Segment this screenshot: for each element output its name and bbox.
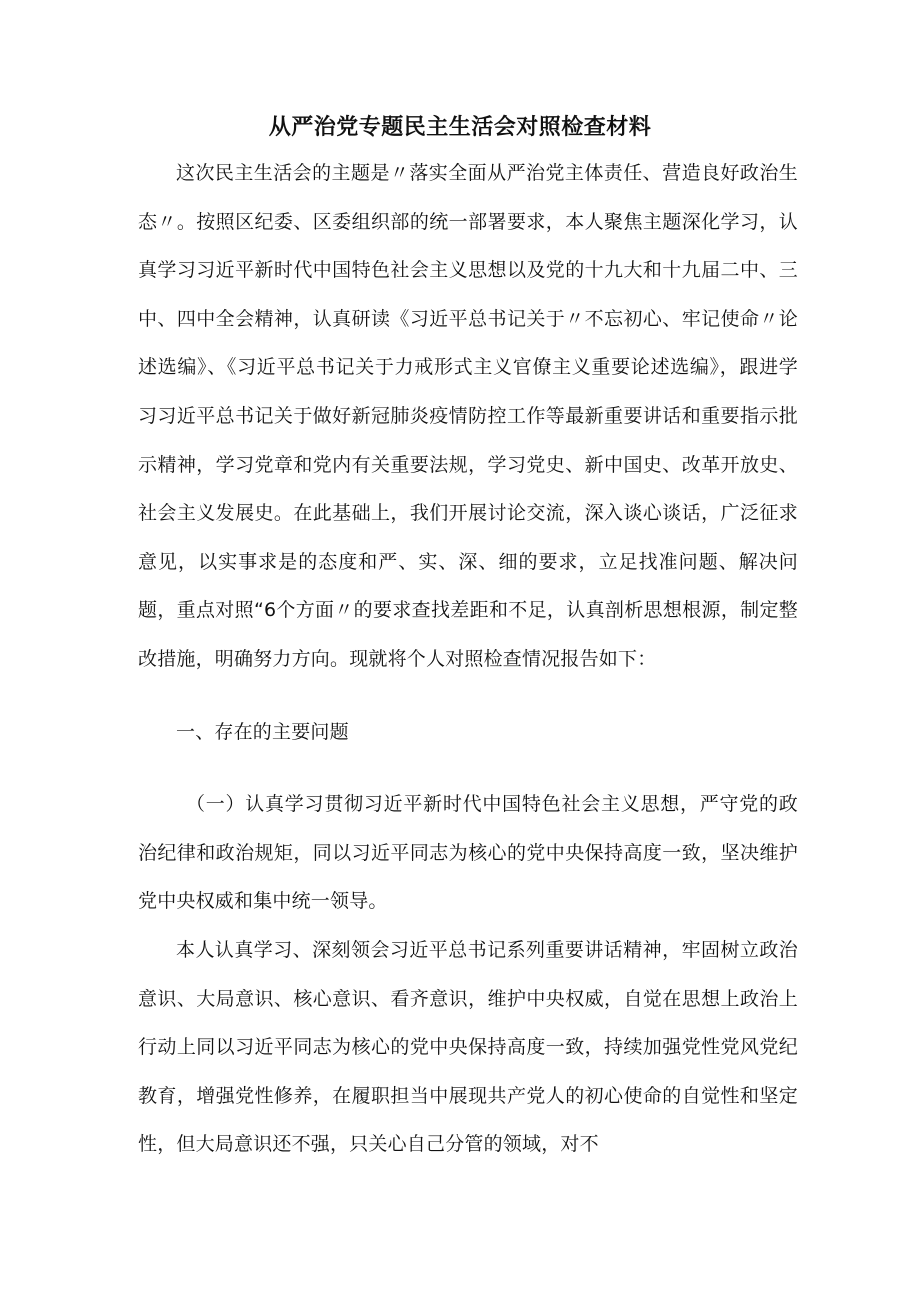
- document-title: 从严治党专题民主生活会对照检查材料: [268, 115, 652, 140]
- section-heading: 一、存在的主要问题: [176, 721, 349, 743]
- intro-paragraph: 这次民主生活会的主题是〃落实全面从严治党主体责任、营造良好政治生态〃。按照区纪委、区委组织部的统一部署要求，本人聚焦主题深化学习，认真学习习近平新时代中国特色社会主义思想以及党的十九大和十九届二中、三中、四中全会精神，认真研读《习近平总书记关于〃不忘初心、牢记使命〃论述选编》、《习近平总书记关于力戒形式主义官僚主义重要论述选编》，跟进学习习近平总书记关于做好新冠肺炎疫情防控工作等最新重要讲话和重要指示批示精神，学习党章和党内有关重要法规，学习党史、新中国史、改革开放史、社会主义发展史。在此基础上，我们开展讨论交流，深入谈心谈话，广泛征求意见，以实事求是的态度和严、实、深、细的要求，立足找准问题、解决问题，重点对照“6个方面〃的要求查找差距和不足，认真剖析思想根源，制定整改措施，明确努力方向。现就将个人对照检查情况报告如下：: [138, 162, 798, 670]
- body-paragraph: 本人认真学习、深刻领会习近平总书记系列重要讲话精神，牢固树立政治意识、大局意识、核心意识、看齐意识，维护中央权威，自觉在思想上政治上行动上同以习近平同志为核心的党中央保持高度一致，持续加强党性党风党纪教育，增强党性修养，在履职担当中展现共产党人的初心使命的自觉性和坚定性，但大局意识还不强，只关心自己分管的领域，对不: [138, 939, 798, 1156]
- subsection-heading: （一）认真学习贯彻习近平新时代中国特色社会主义思想，严守党的政治纪律和政治规矩，同以习近平同志为核心的党中央保持高度一致，坚决维护党中央权威和集中统一领导。: [138, 793, 798, 913]
